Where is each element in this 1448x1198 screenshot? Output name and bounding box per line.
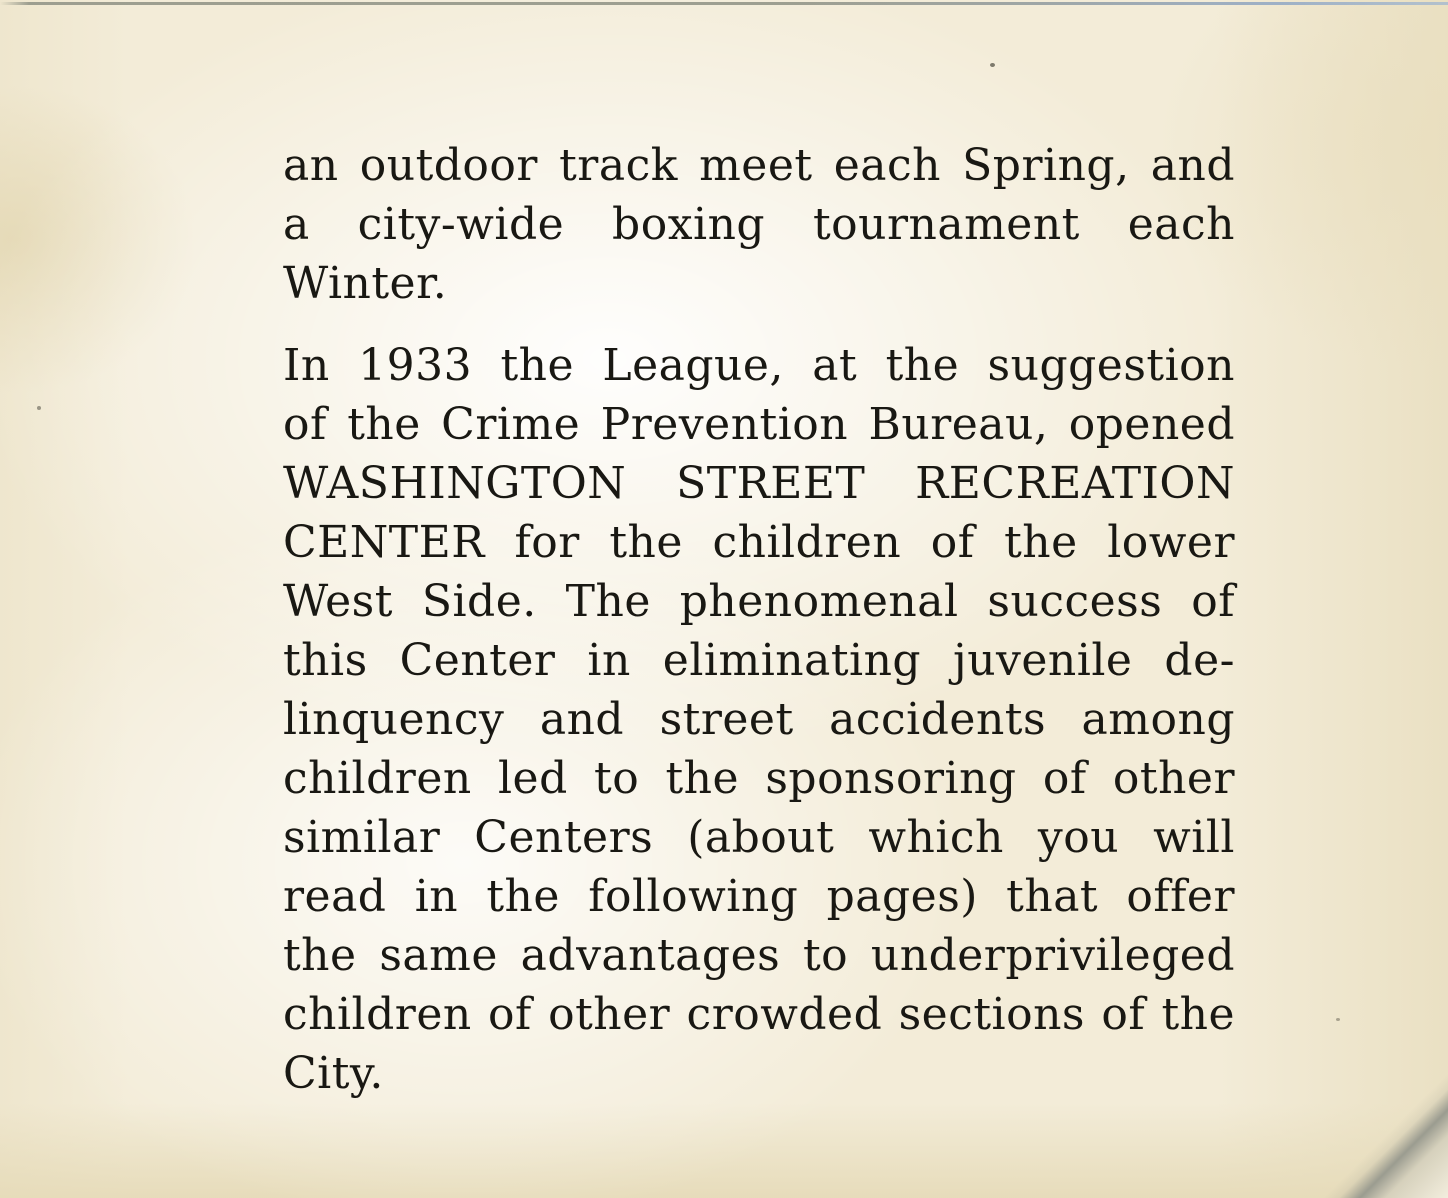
text-line: CENTER for the children of the lower	[283, 517, 1235, 568]
text-line: an outdoor track meet each Spring, and	[283, 140, 1235, 191]
paper-speck	[37, 406, 41, 410]
text-line: City.	[283, 1048, 384, 1099]
text-line: similar Centers (about which you will	[283, 812, 1235, 863]
text-line: In 1933 the League, at the suggestion	[283, 340, 1235, 391]
text-line: read in the following pages) that offer	[283, 871, 1235, 922]
text-line: a city-wide boxing tournament each	[283, 199, 1235, 250]
paper-speck	[1336, 1018, 1340, 1021]
text-line: this Center in eliminating juvenile de-	[283, 635, 1235, 686]
page-curl-shadow	[1318, 1068, 1448, 1198]
text-line: the same advantages to underprivileged	[283, 930, 1235, 981]
text-line: children led to the sponsoring of other	[283, 753, 1235, 804]
text-line: linquency and street accidents among	[283, 694, 1235, 745]
text-line: West Side. The phenomenal success of	[283, 576, 1235, 627]
text-line: Winter.	[283, 258, 448, 309]
paragraph	[283, 336, 1235, 1103]
scanner-edge-line	[0, 2, 1448, 5]
text-line: of the Crime Prevention Bureau, opened	[283, 399, 1235, 450]
text-line: WASHINGTON STREET RECREATION	[283, 458, 1235, 509]
paragraph	[283, 136, 1235, 313]
paper-speck	[990, 63, 995, 67]
text-line: children of other crowded sections of the	[283, 989, 1235, 1040]
text-block	[283, 136, 1235, 1126]
